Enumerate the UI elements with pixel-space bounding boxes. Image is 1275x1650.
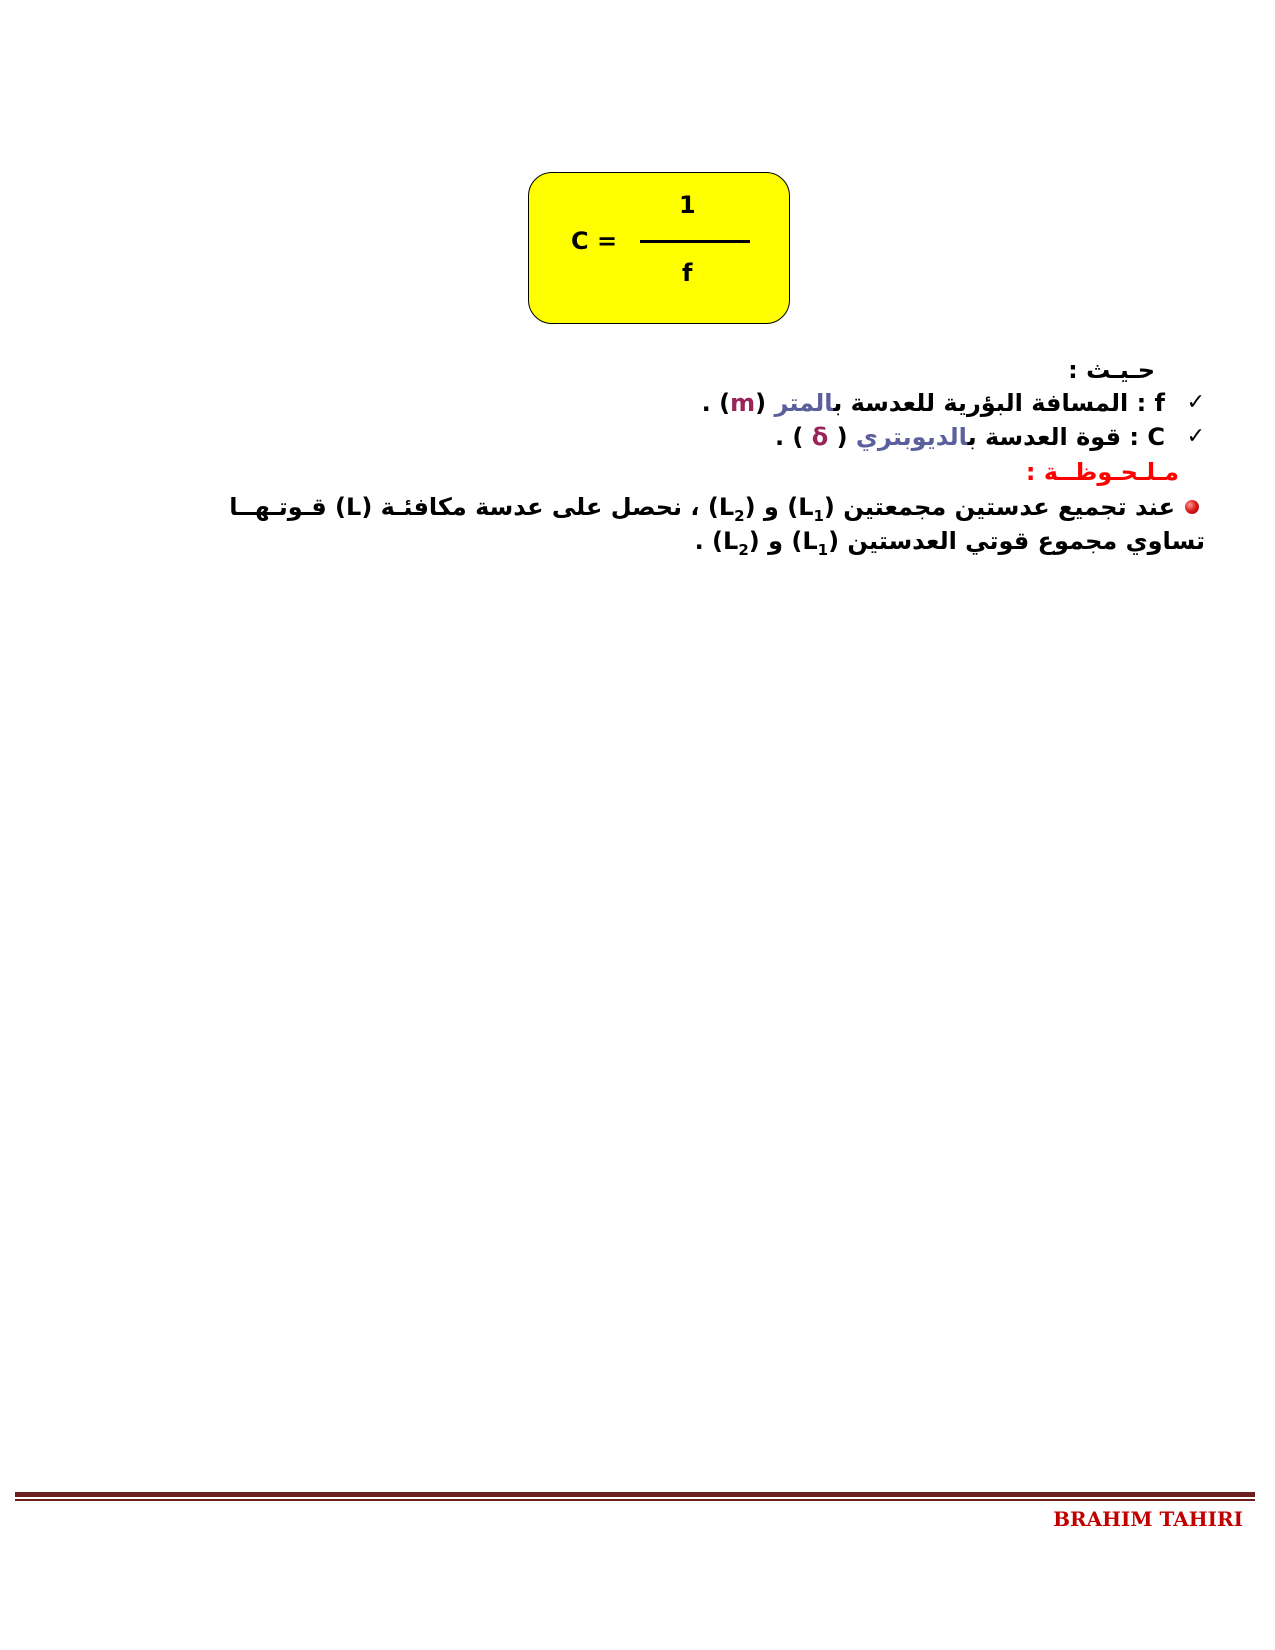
footer-rule-thin <box>15 1499 1255 1501</box>
note-text: ) و (L <box>718 493 799 521</box>
unit-name: الديوبتري <box>855 423 968 451</box>
subscript: 1 <box>813 506 824 525</box>
definition-text: : قوة العدسة ب <box>967 423 1148 451</box>
definition-text: : المسافة البؤرية للعدسة ب <box>833 389 1155 417</box>
formula-lhs: C = <box>571 227 618 255</box>
checkmark-icon: ✓ <box>1186 390 1205 415</box>
subscript: 2 <box>734 506 745 525</box>
note-line-1 <box>25 490 1175 524</box>
note-line-2 <box>55 524 1205 558</box>
unit-symbol: δ <box>811 423 829 451</box>
note-text: ) . <box>694 527 724 555</box>
formula-denominator: f <box>682 259 693 287</box>
unit-open: ( <box>755 389 775 417</box>
note-text: ) ، نحصل على عدسة مكافئـة (L) قـوتـهــا <box>229 493 719 521</box>
red-bullet-icon <box>1185 500 1199 514</box>
note-text: عند تجميع عدستين مجمعتين (L <box>798 493 1175 521</box>
unit-symbol: m <box>730 389 756 417</box>
formula-numerator: 1 <box>679 191 696 219</box>
definition-symbol: f <box>1154 389 1165 417</box>
formula-box <box>528 172 790 324</box>
definition-f <box>15 386 1205 420</box>
subscript: 2 <box>738 540 749 559</box>
note-heading: مـلـحـوظــة : <box>1025 458 1179 486</box>
unit-close: ) . <box>774 423 812 451</box>
note-text: ) و (L <box>723 527 803 555</box>
subscript: 1 <box>817 540 829 559</box>
note-text: تساوي مجموع قوتي العدستين (L <box>802 527 1205 555</box>
footer-rule <box>15 1492 1255 1497</box>
unit-open: ( <box>828 423 856 451</box>
fraction-bar <box>640 240 750 243</box>
unit-name: المتر <box>774 389 834 417</box>
checkmark-icon: ✓ <box>1186 424 1205 449</box>
unit-close: ) . <box>701 389 731 417</box>
footer-author: BRAHIM TAHIRI <box>1053 1507 1243 1531</box>
where-heading: حـيـث : <box>1068 356 1155 384</box>
definition-symbol: C <box>1147 423 1165 451</box>
definition-c <box>15 420 1205 454</box>
